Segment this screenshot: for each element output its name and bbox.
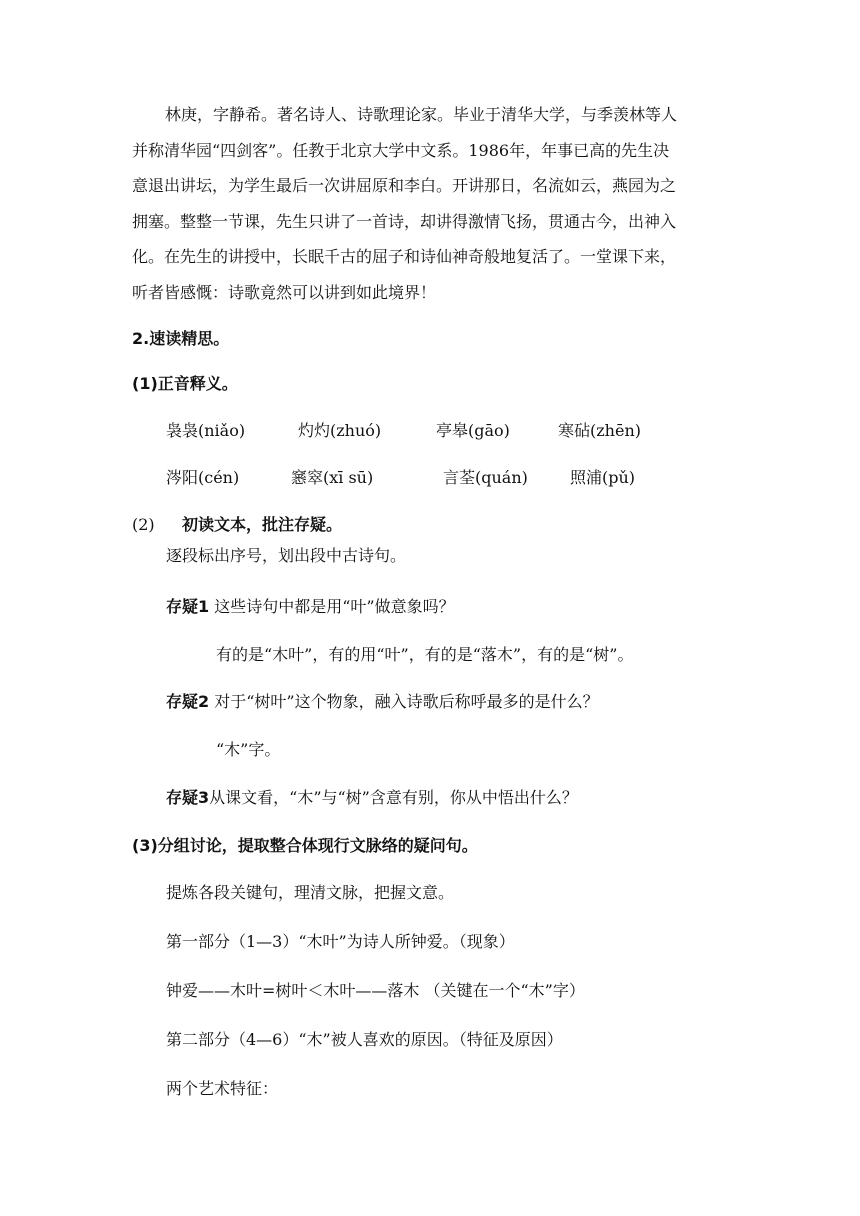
part3-line: 两个艺术特征： bbox=[166, 1079, 279, 1098]
intro-line-2: 并称清华园“四剑客”。任教于北京大学中文系。1986年，年事已高的先生决 bbox=[132, 141, 670, 160]
part2-number: (2) bbox=[132, 515, 155, 534]
part3-heading: (3)分组讨论，提取整合体现行文脉络的疑问句。 bbox=[132, 836, 478, 855]
question-1 bbox=[166, 597, 455, 617]
pinyin-row-2 bbox=[166, 468, 635, 488]
part2-instruction: 逐段标出序号，划出段中古诗句。 bbox=[166, 546, 407, 565]
intro-line-6: 听者皆感慨：诗歌竟然可以讲到如此境界！ bbox=[132, 283, 437, 302]
part3-line: 第二部分（4—6）“木”被人喜欢的原因。（特征及原因） bbox=[166, 1030, 563, 1049]
intro-line-4: 拥塞。整整一节课，先生只讲了一首诗，却讲得激情飞扬，贯通古今，出神入 bbox=[132, 212, 677, 231]
answer-2: “木”字。 bbox=[216, 740, 281, 759]
pinyin-item: 袅袅(niǎo) bbox=[166, 421, 246, 440]
pinyin-item: 言荃(quán) bbox=[443, 468, 528, 487]
question-label: 存疑2 bbox=[166, 692, 210, 711]
pinyin-item: 照浦(pǔ) bbox=[570, 468, 636, 487]
intro-line-5: 化。在先生的讲授中，长眠千古的屈子和诗仙神奇般地复活了。一堂课下来， bbox=[132, 247, 677, 266]
question-text: 从课文看，“木”与“树”含意有别，你从中悟出什么？ bbox=[209, 788, 578, 807]
question-text: 这些诗句中都是用“叶”做意象吗？ bbox=[209, 597, 455, 616]
part2-heading: 初读文本，批注存疑。 bbox=[182, 515, 343, 534]
pinyin-item: 亭皋(gāo) bbox=[436, 421, 510, 440]
question-2 bbox=[166, 692, 599, 712]
answer-1: 有的是“木叶”，有的用“叶”，有的是“落木”，有的是“树”。 bbox=[216, 645, 634, 664]
part1-heading: (1)正音释义。 bbox=[132, 374, 238, 393]
pinyin-row-1 bbox=[166, 421, 641, 441]
pinyin-item: 涔阳(cén) bbox=[166, 468, 240, 487]
intro-line-1: 林庚，字静希。著名诗人、诗歌理论家。毕业于清华大学，与季羡林等人 bbox=[165, 105, 678, 124]
part3-line: 第一部分（1—3）“木叶”为诗人所钟爱。（现象） bbox=[166, 932, 515, 951]
question-label: 存疑3 bbox=[166, 788, 210, 807]
question-label: 存疑1 bbox=[166, 597, 210, 616]
part3-line: 提炼各段关键句，理清文脉，把握文意。 bbox=[166, 883, 455, 902]
pinyin-item: 灼灼(zhuó) bbox=[298, 421, 382, 440]
pinyin-item: 寒砧(zhēn) bbox=[558, 421, 641, 440]
section-heading: 2.速读精思。 bbox=[132, 329, 230, 348]
pinyin-item: 窸窣(xī sū) bbox=[291, 468, 374, 487]
part3-line: 钟爱——木叶=树叶＜木叶——落木 （关键在一个“木”字） bbox=[166, 981, 585, 1000]
question-text: 对于“树叶”这个物象，融入诗歌后称呼最多的是什么？ bbox=[209, 692, 599, 711]
intro-line-3: 意退出讲坛，为学生最后一次讲屈原和李白。开讲那日，名流如云，燕园为之 bbox=[132, 176, 677, 195]
question-3 bbox=[166, 788, 578, 808]
